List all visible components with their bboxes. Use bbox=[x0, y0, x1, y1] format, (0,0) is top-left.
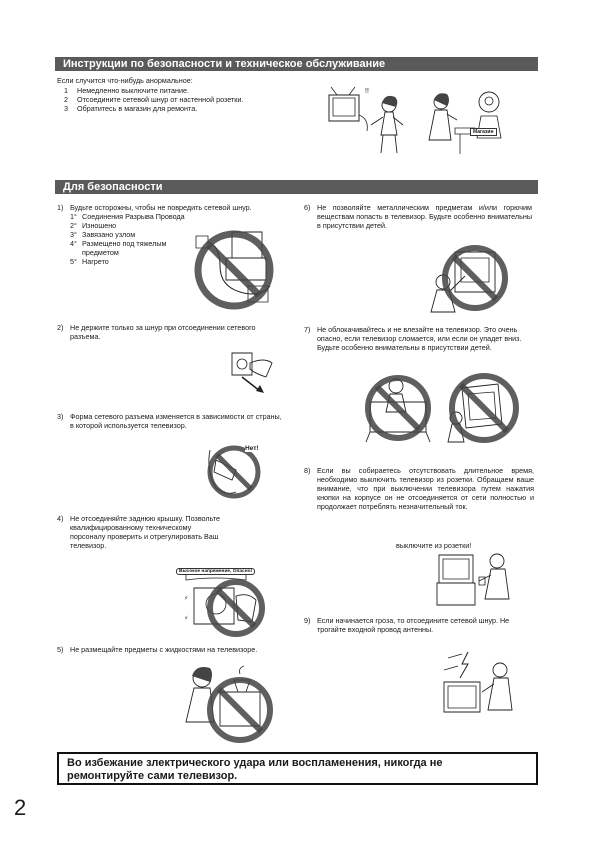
item-text: Не облокачивайтесь и не влезайте на телевизор. Это очень опасно, если телевизор сломается, или если он упадет вниз. Будьте особенно внимательны в присутствии детей. bbox=[316, 325, 522, 352]
sub-text: Завязано узлом bbox=[82, 230, 136, 239]
item-number: 8) bbox=[304, 466, 311, 475]
back-cover-illustration bbox=[176, 566, 276, 640]
liquid-on-tv-illustration bbox=[180, 662, 276, 746]
damaged-cord-illustration bbox=[190, 226, 282, 312]
sub-number: 5° bbox=[70, 257, 77, 266]
item-text: Если вы собираетесь отсутствовать длительное время, необходимо выключить телевизор из розетки. Обращаем ваше внимание, что при выключении телевизора путем нажатия кнопки на корпусе он не отсоединяется от сети полностью и продолжает потреблять незначительный ток. bbox=[316, 466, 534, 511]
item-number: 4) bbox=[57, 514, 64, 523]
plug-pull-illustration bbox=[226, 347, 274, 399]
step-number: 1 bbox=[64, 86, 68, 95]
item-number: 7) bbox=[304, 325, 311, 334]
item-number: 5) bbox=[57, 645, 64, 654]
sub-number: 1° bbox=[70, 212, 77, 221]
svg-text:⚡: ⚡ bbox=[184, 596, 189, 602]
safety-item-2 bbox=[57, 323, 287, 341]
item-text: Форма сетевого разъема изменяется в зависимости от страны, в которой используется телевизор. bbox=[70, 412, 282, 430]
step-number: 2 bbox=[64, 95, 68, 104]
plug-shape-illustration bbox=[196, 440, 276, 502]
item-text: Не держите только за шнур при отсоединении сетевого разъема. bbox=[70, 323, 256, 341]
item-text: Не позволяйте металлическим предметам и/или горючим веществам попасть в телевизор. Будьте особенно внимательны в присутствии детей. bbox=[317, 203, 532, 230]
warning-box bbox=[57, 752, 538, 785]
item-text: Не отсоединяйте заднюю крышку. Позвольте квалифицированному техническому порсоналу проверить и отрегулировать Ваш телевизор. bbox=[70, 514, 220, 550]
high-voltage-callout: Высокое напряжение, Опасно! bbox=[176, 568, 255, 575]
svg-text:⚡: ⚡ bbox=[184, 616, 189, 622]
safety-item-7 bbox=[304, 325, 534, 352]
item-text: Не размещайте предметы с жидкостями на телевизоре. bbox=[70, 645, 258, 654]
metal-objects-illustration bbox=[425, 242, 517, 318]
safety-item-4 bbox=[57, 514, 287, 550]
svg-text:!!: !! bbox=[365, 88, 369, 95]
child-leaning-illustration bbox=[442, 368, 522, 448]
thunderstorm-illustration bbox=[438, 648, 524, 720]
safety-item-5 bbox=[57, 645, 292, 654]
sub-text: Соединения Разрыва Провода bbox=[82, 212, 185, 221]
sub-number: 4° bbox=[70, 239, 77, 248]
unplug-callout: выключите из розетки! bbox=[396, 541, 472, 550]
warning-text: Во избежание злектрического удара или воспламенения, никогда не ремонтируйте сами телевизор. bbox=[67, 757, 443, 782]
step-text: Немедленно выключите питание. bbox=[77, 86, 189, 95]
item-number: 1) bbox=[57, 203, 64, 212]
child-climbing-illustration bbox=[360, 372, 438, 444]
item-number: 2) bbox=[57, 323, 64, 332]
sub-text: Размещено под тяжелым предметом bbox=[82, 239, 167, 257]
shop-label: Магазин bbox=[470, 128, 497, 136]
step-text: Обратитесь в магазин для ремонта. bbox=[77, 104, 198, 113]
unplug-tv-illustration bbox=[435, 549, 521, 611]
safety-item-9 bbox=[304, 616, 534, 634]
section-banner-maintenance: Инструкции по безопасности и техническое обслуживание bbox=[55, 57, 538, 71]
safety-item-8 bbox=[304, 466, 534, 511]
item-number: 9) bbox=[304, 616, 311, 625]
item-number: 3) bbox=[57, 412, 64, 421]
tv-unplug-illustration bbox=[325, 85, 415, 157]
maintenance-intro: Если случится что-нибудь анормальное: bbox=[57, 76, 193, 85]
safety-item-3 bbox=[57, 412, 287, 430]
cord-damage-list bbox=[70, 212, 190, 266]
page-number: 2 bbox=[14, 795, 27, 820]
step-number: 3 bbox=[64, 104, 68, 113]
step-text: Отсоедините сетевой шнур от настенной розетки. bbox=[77, 95, 244, 104]
sub-number: 3° bbox=[70, 230, 77, 239]
sub-number: 2° bbox=[70, 221, 77, 230]
phone-call-illustration bbox=[425, 88, 505, 160]
section-banner-safety: Для безопасности bbox=[55, 180, 538, 194]
item-number: 6) bbox=[304, 203, 311, 212]
item-text: Если начинается гроза, то отсоедините сетевой шнур. Не трогайте входной провод антенны. bbox=[316, 616, 510, 634]
sub-text: Нагрето bbox=[82, 257, 109, 266]
item-text: Будьте осторожны, чтобы не повредить сетевой шнур. bbox=[70, 203, 252, 212]
maintenance-steps bbox=[64, 86, 254, 113]
safety-item-6 bbox=[304, 203, 534, 230]
no-callout: Нет! bbox=[245, 445, 259, 452]
sub-text: Изношено bbox=[82, 221, 117, 230]
